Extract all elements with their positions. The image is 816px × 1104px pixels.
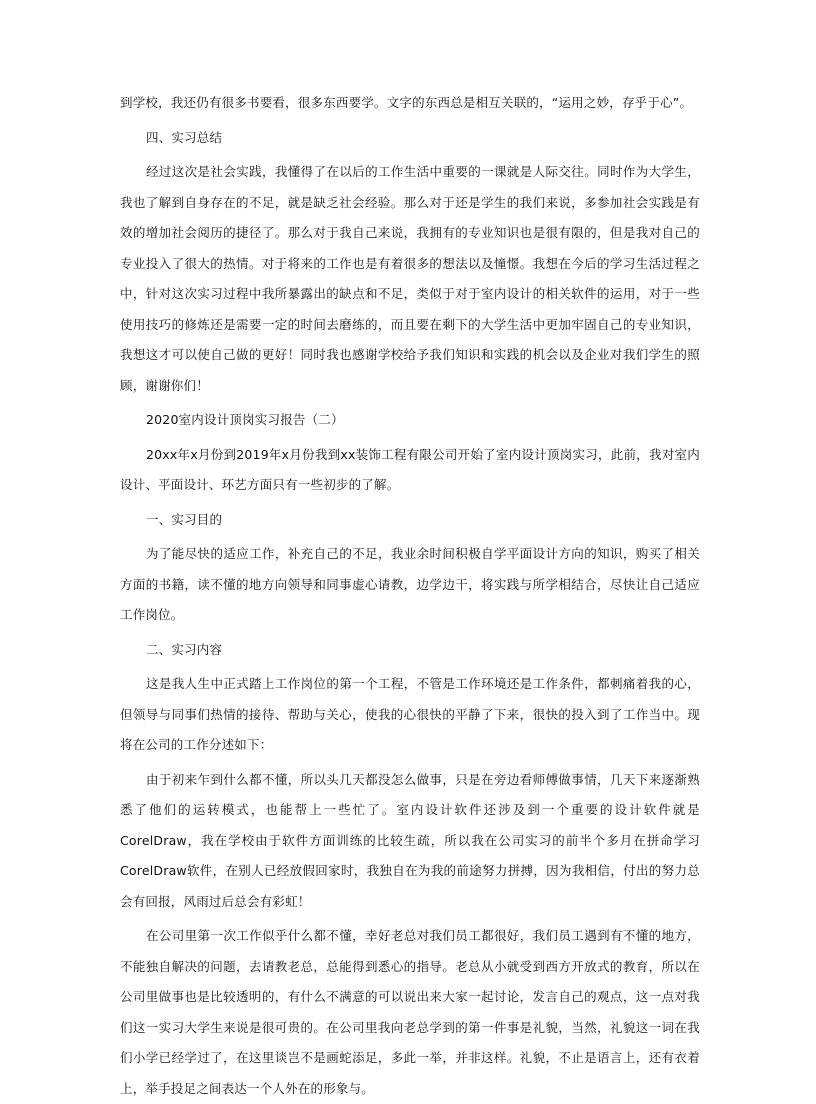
document-page — [120, 88, 700, 1104]
paragraph-content-company: 在公司里第一次工作似乎什么都不懂，幸好老总对我们员工都很好，我们员工遇到有不懂的地方，不能独自解决的问题，去请教老总，总能得到悉心的指导。老总从小就受到西方开放式的教育，所以在公司里做事也是比较透明的，有什么不满意的可以说出来大家一起讨论，发言自己的观点，这一点对我们这一实习大学生来说是很可贵的。在公司里我向老总学到的第一件事是礼貌，当然，礼貌这一词在我们小学已经学过了，在这里谈岂不是画蛇添足，多此一举，并非这样。礼貌，不止是语言上，还有衣着上，举手投足之间表达一个人外在的形象与。 — [120, 928, 700, 1096]
paragraph-intro: 到学校，我还仍有很多书要看，很多东西要学。文字的东西总是相互关联的，“运用之妙，存乎于心”。 — [120, 95, 693, 110]
heading-report-two: 2020室内设计顶岗实习报告（二） — [146, 412, 344, 427]
paragraph-content-first-project: 这是我人生中正式踏上工作岗位的第一个工程，不管是工作环境还是工作条件，都刺痛着我的心，但领导与同事们热情的接待、帮助与关心，使我的心很快的平静了下来，很快的投入到了工作当中。现将在公司的工作分述如下： — [120, 676, 700, 752]
paragraph-report-two-intro: 20xx年x月份到2019年x月份我到xx装饰工程有限公司开始了室内设计顶岗实习，此前，我对室内设计、平面设计、环艺方面只有一些初步的了解。 — [120, 446, 700, 492]
heading-internship-content: 二、实习内容 — [146, 641, 223, 657]
paragraph-purpose: 为了能尽快的适应工作，补充自己的不足，我业余时间积极自学平面设计方向的知识，购买了相关方面的书籍，读不懂的地方向领导和同事虚心请教，边学边干，将实践与所学相结合，尽快让自己适应工作岗位。 — [120, 546, 700, 622]
paragraph-content-learning: 由于初来乍到什么都不懂，所以头几天都没怎么做事，只是在旁边看师傅做事情，几天下来逐渐熟悉了他们的运转模式，也能帮上一些忙了。室内设计软件还涉及到一个重要的设计软件就是CorelDraw，我在学校由于软件方面训练的比较生疏，所以我在公司实习的前半个多月在拼命学习CorelDraw软件，在别人已经放假回家时，我独自在为我的前途努力拼搏，因为我相信，付出的努力总会有回报，风雨过后总会有彩虹！ — [120, 771, 700, 909]
paragraph-summary: 经过这次是社会实践，我懂得了在以后的工作生活中重要的一课就是人际交往。同时作为大学生，我也了解到自身存在的不足，就是缺乏社会经验。那么对于还是学生的我们来说，多参加社会实践是有效的增加社会阅历的捷径了。那么对于我自己来说，我拥有的专业知识也是很有限的，但是我对自己的专业投入了很大的热情。对于将来的工作也是有着很多的想法以及憧憬。我想在今后的学习生活过程之中，针对这次实习过程中我所暴露出的缺点和不足，类似于对于室内设计的相关软件的运用，对于一些使用技巧的修炼还是需要一定的时间去磨练的，而且要在剩下的大学生活中更加牢固自己的专业知识，我想这才可以使自己做的更好！同时我也感谢学校给予我们知识和实践的机会以及企业对我们学生的照顾，谢谢你们！ — [120, 164, 700, 393]
heading-internship-summary: 四、实习总结 — [146, 129, 223, 145]
heading-internship-purpose: 一、实习目的 — [146, 511, 223, 527]
